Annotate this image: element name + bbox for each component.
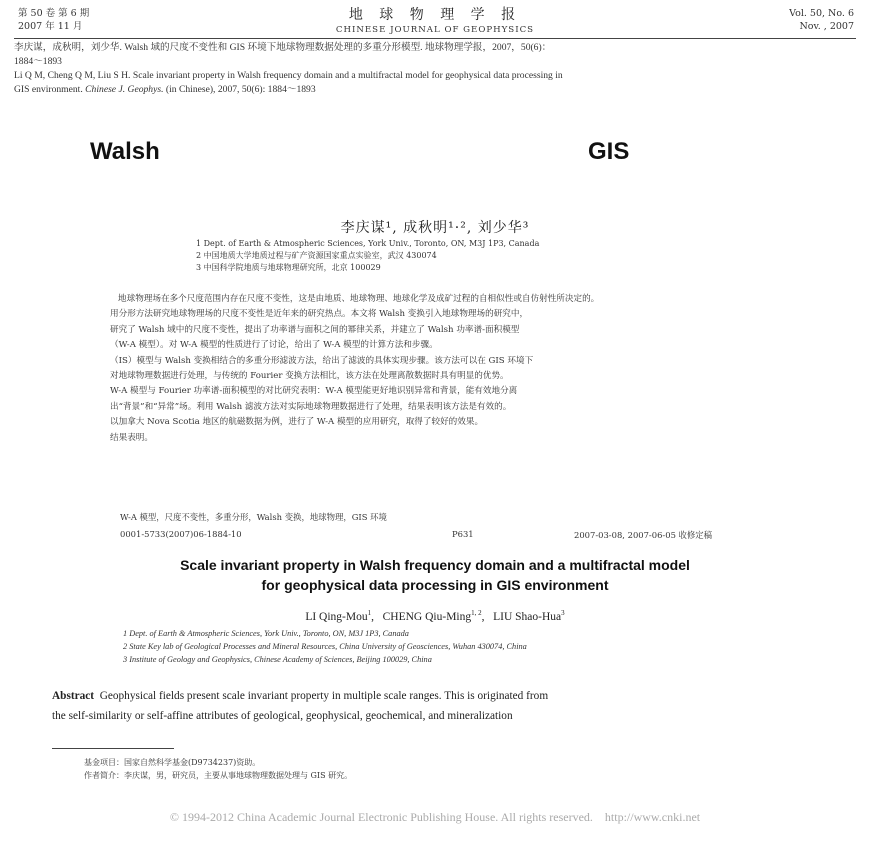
en-authors: LI Qing-Mou$^1$, CHENG Qiu-Ming$^{1, 2}$, LIU Shao-Hua$^3$ xyxy=(305,609,565,623)
cn-title-gis: GIS xyxy=(588,138,630,165)
footnote-author: 作者简介：李庆谋，男，研究员，主要从事地球物理数据处理与 GIS 研究。 xyxy=(84,771,353,780)
received-dates: 2007-03-08, 2007-06-05 收修定稿 xyxy=(574,530,713,540)
en-abstract-line1 xyxy=(52,686,822,706)
en-affiliation-2: 2 State Key lab of Geological Processes and Mineral Resources, China University of Geosciences, Wuhan 430074, China xyxy=(123,642,527,651)
header-journal xyxy=(0,4,870,35)
cn-keywords: W-A 模型，尺度不变性，多重分形，Walsh 变换，地球物理，GIS 环境 xyxy=(120,512,387,522)
header-vol-en-line: Vol. 50, No. 6 xyxy=(789,8,854,19)
header-vol-en xyxy=(789,7,854,33)
cn-affiliation-2: 2 中国地质大学地质过程与矿产资源国家重点实验室，武汉 430074 xyxy=(196,251,437,260)
citation-en-line1: Li Q M, Cheng Q M, Liu S H. Scale invariant property in Walsh frequency domain and a multifractal model for geophysical data processing in xyxy=(14,70,563,81)
en-affiliation-1: 1 Dept. of Earth & Atmospheric Sciences, York Univ., Toronto, ON, M3J 1P3, Canada xyxy=(123,629,409,638)
cn-abstract-line: 用分形方法研究地球物理场的尺度不变性是近年来的研究热点。本文将 Walsh 变换引入地球物理场的研究中， xyxy=(110,309,529,320)
en-author-1: LI Qing-Mou xyxy=(305,610,368,623)
footnote-rule xyxy=(52,748,174,749)
journal-title-en: CHINESE JOURNAL OF GEOPHYSICS xyxy=(335,25,535,35)
en-title-line1: Scale invariant property in Walsh frequency domain and a multifractal model xyxy=(180,557,690,573)
journal-title-cn: 地 球 物 理 学 报 xyxy=(348,7,522,23)
cn-abstract-line: 研究了 Walsh 域中的尺度不变性，提出了功率谱与面积之间的幂律关系，并建立了 Walsh 功率谱-面积模型 xyxy=(110,324,520,335)
cn-affiliation-3: 3 中国科学院地质与地球物理研究所，北京 100029 xyxy=(196,263,381,272)
footnote-funding: 基金项目：国家自然科学基金(D9734237)资助。 xyxy=(84,758,261,767)
en-author-3-sup: 3 xyxy=(561,609,565,617)
en-title-line2: for geophysical data processing in GIS environment xyxy=(261,577,609,593)
en-affiliation-3: 3 Institute of Geology and Geophysics, Chinese Academy of Sciences, Beijing 100029, China xyxy=(123,655,432,664)
cn-abstract xyxy=(110,292,800,446)
abstract-label: Abstract xyxy=(52,690,95,702)
en-affiliations xyxy=(123,627,527,666)
en-abstract-text1: Geophysical fields present scale invariant property in multiple scale ranges. This is originated from xyxy=(99,690,549,702)
citation-cn-line2: 1884～1893 xyxy=(14,56,62,67)
citation-journal: Chinese J. Geophys. xyxy=(85,84,164,95)
header-rule xyxy=(14,38,856,39)
en-title xyxy=(0,555,870,595)
cn-title-walsh: Walsh xyxy=(90,138,160,165)
en-abstract-line2: the self-similarity or self-affine attributes of geological, geophysical, geochemical, and mineralization xyxy=(52,710,513,722)
en-author-3: LIU Shao-Hua xyxy=(493,610,562,623)
citation-en-post: (in Chinese), 2007, 50(6): 1884～1893 xyxy=(163,84,316,95)
footnotes xyxy=(84,756,352,782)
cn-affiliations xyxy=(196,238,539,274)
en-author-2: CHENG Qiu-Ming xyxy=(382,610,472,623)
cn-abstract-line: 以加拿大 Nova Scotia 地区的航磁数据为例，进行了 W-A 模型的应用研究，取得了较好的效果。 xyxy=(110,417,484,428)
en-abstract xyxy=(52,686,822,726)
cn-abstract-line: （IS）模型与 Walsh 变换相结合的多重分形滤波方法，给出了滤波的具体实现步骤。该方法可以在 GIS 环境下 xyxy=(110,355,534,366)
citation-cn-line1: 李庆谋，成秋明，刘少华. Walsh 域的尺度不变性和 GIS 环境下地球物理数据处理的多重分形模型. 地球物理学报，2007，50(6)： xyxy=(14,42,552,53)
copyright-footer: © 1994-2012 China Academic Journal Electronic Publishing House. All rights reserved. http://www.cnki.net xyxy=(169,810,701,824)
header-date-en-line: Nov. , 2007 xyxy=(799,21,854,32)
en-author-1-sup: 1 xyxy=(367,609,372,617)
cn-abstract-line: 结果表明。 xyxy=(110,432,153,443)
header-volume-line: 第 50 卷 第 6 期 xyxy=(18,8,90,19)
citation-en-line2 xyxy=(14,83,856,97)
en-author-2-sup: 1, 2 xyxy=(471,609,482,617)
cn-abstract-line: （W-A 模型）。对 W-A 模型的性质进行了讨论，给出了 W-A 模型的计算方法和步骤。 xyxy=(110,340,438,351)
cn-abstract-line: 出“背景”和“异常”场。利用 Walsh 滤波方法对实际地球物理数据进行了处理，结果表明该方法是有效的。 xyxy=(110,401,512,412)
cn-authors: 李庆谋¹, 成秋明¹·², 刘少华³ xyxy=(340,220,530,236)
citation-en-pre: GIS environment. xyxy=(14,84,86,95)
citation-block xyxy=(14,41,856,97)
header-date-line: 2007 年 11 月 xyxy=(18,21,83,32)
cn-affiliation-1: 1 Dept. of Earth & Atmospheric Sciences, York Univ., Toronto, ON, M3J 1P3, Canada xyxy=(196,239,540,248)
class-number: P631 xyxy=(452,529,474,539)
cn-abstract-line: W-A 模型与 Fourier 功率谱-面积模型的对比研究表明：W-A 模型能更好地识别异常和背景，能有效地分离 xyxy=(110,386,518,397)
cn-abstract-line: 对地球物理数据进行处理，与传统的 Fourier 变换方法相比，该方法在处理离散数据时具有明显的优势。 xyxy=(110,371,509,382)
doc-number: 0001-5733(2007)06-1884-10 xyxy=(120,529,242,539)
cn-abstract-line: 地球物理场在多个尺度范围内存在尺度不变性，这是由地质、地球物理、地球化学及成矿过程的自相似性或自仿射性所决定的。 xyxy=(118,294,600,304)
